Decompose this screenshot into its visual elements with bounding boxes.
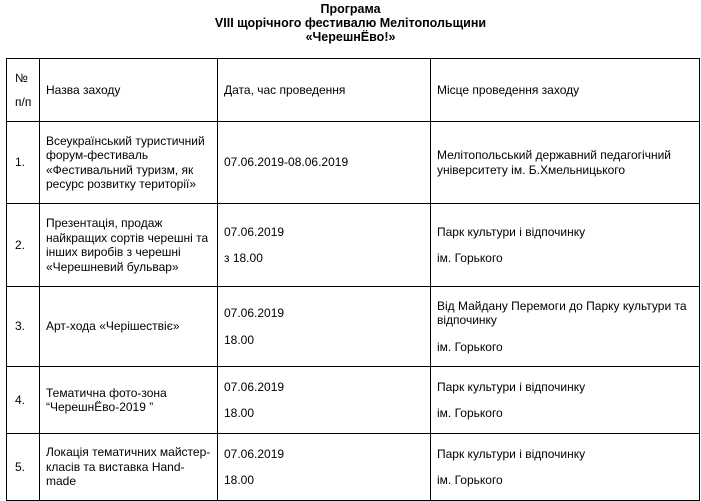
header-number-line-2: п/п — [15, 95, 32, 109]
header-number-line-1: № — [15, 70, 28, 85]
row-event-name: Презентація, продаж найкращих сортів черешні та інших виробів з черешні «Черешневий бульвар» — [40, 204, 218, 287]
row-place-detail: ім. Горького — [437, 251, 503, 265]
table-header-row — [7, 59, 700, 122]
header-place: Місце проведення заходу — [431, 59, 700, 122]
row-date: 07.06.2019 — [224, 306, 285, 320]
table-row — [7, 434, 700, 501]
program-table — [6, 58, 700, 501]
header-number — [7, 59, 40, 122]
title-line-3: «ЧерешнЁво!» — [305, 30, 396, 44]
row-place-detail: ім. Горького — [437, 339, 503, 354]
header-date: Дата, час проведення — [218, 59, 431, 122]
row-date: 07.06.2019 — [224, 224, 285, 239]
row-time: 18.00 — [224, 332, 255, 347]
row-place: Парк культури і відпочинку — [437, 224, 586, 239]
row-time: 18.00 — [224, 473, 255, 487]
row-place-cell — [431, 434, 700, 501]
table-row — [7, 287, 700, 367]
table-row — [7, 367, 700, 434]
row-date-time — [218, 367, 431, 434]
row-place: Від Майдану Перемоги до Парку культури та відпочинку — [437, 298, 687, 328]
row-place: Парк культури і відпочинку — [437, 446, 586, 461]
title-line-1: Програма — [320, 2, 381, 16]
row-place-detail: ім. Горького — [437, 406, 503, 420]
row-date: 07.06.2019 — [224, 446, 285, 461]
row-date-time — [218, 287, 431, 367]
row-number: 4. — [7, 367, 40, 434]
row-time: 18.00 — [224, 406, 255, 420]
row-date-time — [218, 434, 431, 501]
row-date-time — [218, 204, 431, 287]
row-place: Мелітопольський державний педагогічний університету ім. Б.Хмельницького — [431, 122, 700, 204]
row-event-name: Арт-хода «Черішествіє» — [40, 287, 218, 367]
row-date: 07.06.2019 — [224, 379, 285, 394]
row-date: 07.06.2019-08.06.2019 — [218, 122, 431, 204]
table-row — [7, 204, 700, 287]
row-place-detail: ім. Горького — [437, 473, 503, 487]
header-event-name: Назва заходу — [40, 59, 218, 122]
document-title — [0, 2, 701, 44]
row-number: 1. — [7, 122, 40, 204]
title-line-2: VIII щорічного фестивалю Мелітопольщини — [214, 16, 487, 30]
row-place-cell — [431, 367, 700, 434]
row-place-cell — [431, 204, 700, 287]
row-number: 5. — [7, 434, 40, 501]
row-time: з 18.00 — [224, 251, 263, 265]
row-number: 3. — [7, 287, 40, 367]
row-number: 2. — [7, 204, 40, 287]
table-row — [7, 122, 700, 204]
row-event-name: Тематична фото-зона “ЧерешнЁво-2019 ” — [40, 367, 218, 434]
row-place: Парк культури і відпочинку — [437, 379, 586, 394]
row-place-cell — [431, 287, 700, 367]
row-event-name: Локація тематичних майстер-класів та виставка Hand-made — [40, 434, 218, 501]
row-event-name: Всеукраїнський туристичний форум-фестиваль «Фестивальний туризм, як ресурс розвитку території» — [40, 122, 218, 204]
